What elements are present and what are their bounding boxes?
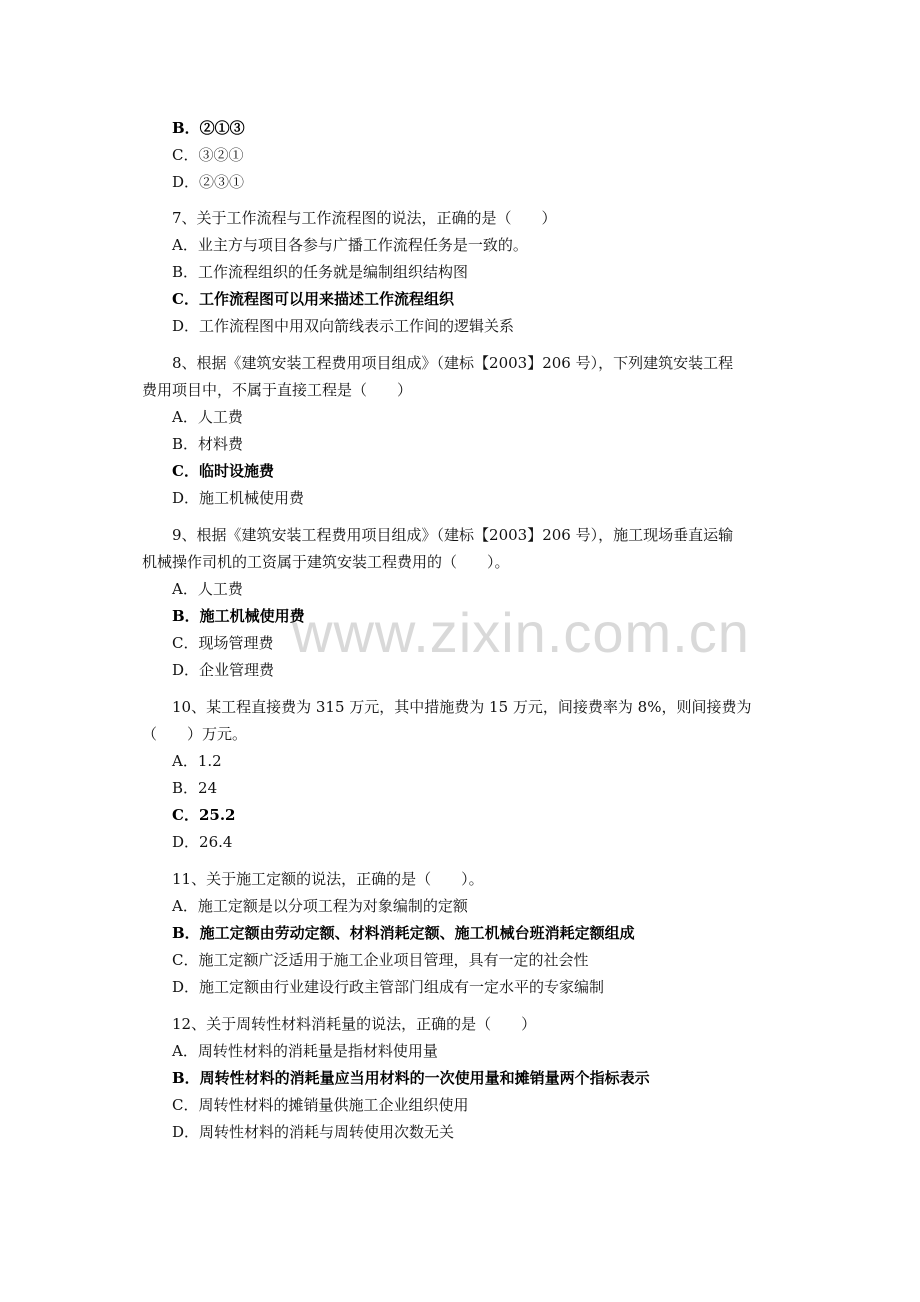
answer-option: C．周转性材料的摊销量供施工企业组织使用 bbox=[172, 1096, 469, 1114]
answer-option-correct: B．周转性材料的消耗量应当用材料的一次使用量和摊销量两个指标表示 bbox=[172, 1069, 650, 1087]
answer-option: D．工作流程图中用双向箭线表示工作间的逻辑关系 bbox=[172, 317, 515, 335]
answer-option: B．材料费 bbox=[172, 435, 244, 453]
question-text: 11、关于施工定额的说法，正确的是（ ）。 bbox=[172, 870, 484, 888]
answer-option: A．周转性材料的消耗量是指材料使用量 bbox=[172, 1042, 438, 1060]
answer-option: B．24 bbox=[172, 779, 218, 797]
answer-option: A．1.2 bbox=[172, 752, 222, 770]
answer-option: C．③②① bbox=[172, 146, 244, 164]
question-text: 费用项目中，不属于直接工程是（ ） bbox=[142, 381, 413, 399]
question-text: 10、某工程直接费为 315 万元，其中措施费为 15 万元，间接费率为 8%，则间接费为 bbox=[172, 698, 752, 716]
answer-option: A．业主方与项目各参与广播工作流程任务是一致的。 bbox=[172, 236, 528, 254]
answer-option: B．工作流程组织的任务就是编制组织结构图 bbox=[172, 263, 469, 281]
answer-option: D．施工机械使用费 bbox=[172, 489, 305, 507]
answer-option: D．施工定额由行业建设行政主管部门组成有一定水平的专家编制 bbox=[172, 978, 605, 996]
answer-option-correct: B．②①③ bbox=[172, 119, 245, 137]
answer-option: D．26.4 bbox=[172, 833, 233, 851]
answer-option-correct: B．施工定额由劳动定额、材料消耗定额、施工机械台班消耗定额组成 bbox=[172, 924, 635, 942]
question-text: 12、关于周转性材料消耗量的说法，正确的是（ ） bbox=[172, 1015, 537, 1033]
answer-option: C．施工定额广泛适用于施工企业项目管理，具有一定的社会性 bbox=[172, 951, 589, 969]
question-text: 机械操作司机的工资属于建筑安装工程费用的（ ）。 bbox=[142, 553, 510, 571]
answer-option-correct: C．临时设施费 bbox=[172, 462, 274, 480]
answer-option-correct: C．25.2 bbox=[172, 806, 236, 824]
answer-option: A．人工费 bbox=[172, 408, 243, 426]
answer-option: A．人工费 bbox=[172, 580, 243, 598]
question-text: 9、根据《建筑安装工程费用项目组成》（建标【2003】206 号），施工现场垂直运输 bbox=[172, 526, 734, 544]
answer-option: D．②③① bbox=[172, 173, 245, 191]
question-text: 8、根据《建筑安装工程费用项目组成》（建标【2003】206 号），下列建筑安装工程 bbox=[172, 354, 734, 372]
answer-option: A．施工定额是以分项工程为对象编制的定额 bbox=[172, 897, 468, 915]
answer-option: C．现场管理费 bbox=[172, 634, 274, 652]
answer-option-correct: C．工作流程图可以用来描述工作流程组织 bbox=[172, 290, 454, 308]
answer-option: D．周转性材料的消耗与周转使用次数无关 bbox=[172, 1123, 455, 1141]
watermark: www.zixin.com.cn bbox=[292, 601, 750, 664]
question-text: 7、关于工作流程与工作流程图的说法，正确的是（ ） bbox=[172, 209, 557, 227]
answer-option-correct: B．施工机械使用费 bbox=[172, 607, 305, 625]
question-text: （ ）万元。 bbox=[142, 725, 248, 743]
answer-option: D．企业管理费 bbox=[172, 661, 275, 679]
